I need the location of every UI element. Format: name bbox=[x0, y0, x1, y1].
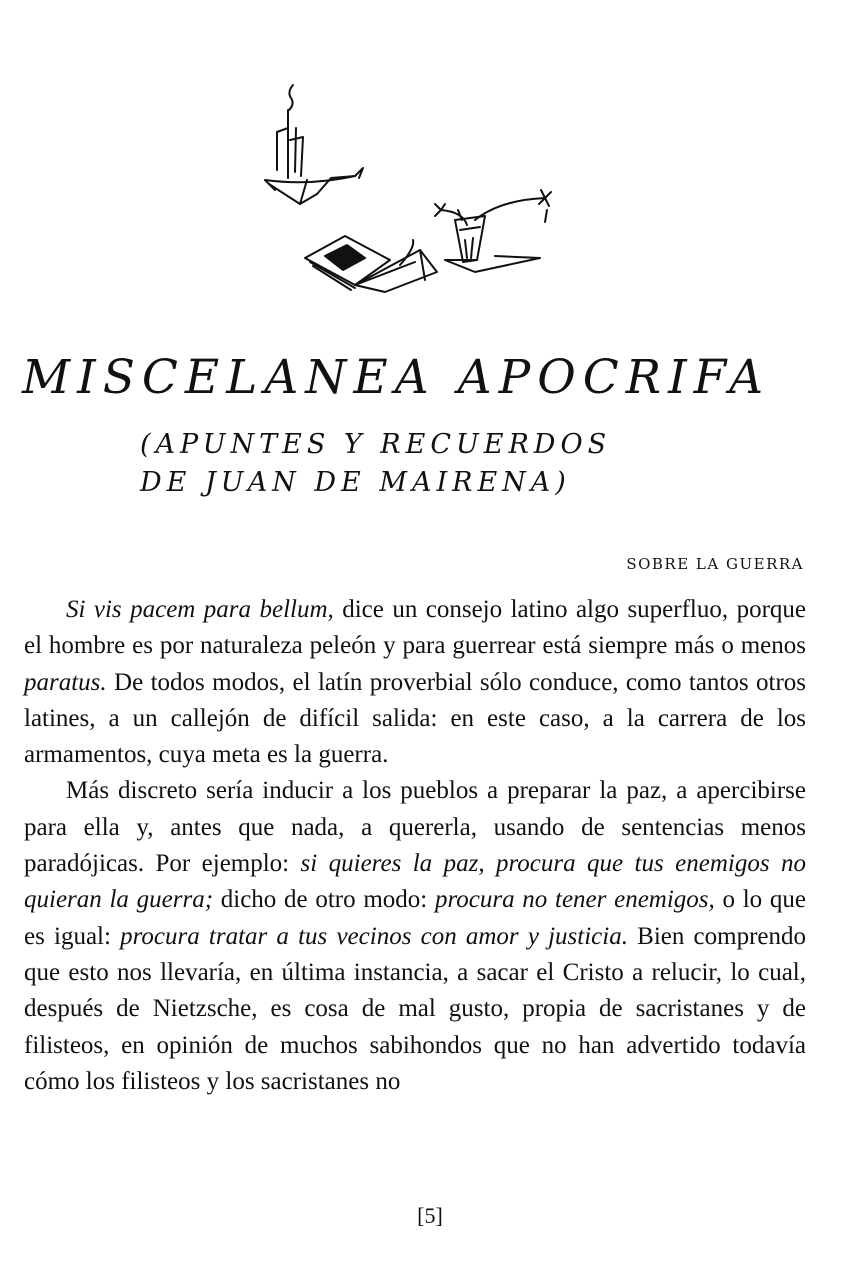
flower-glass-icon bbox=[435, 190, 551, 272]
text-run: De todos modos, el latín proverbial sólo conduce, como tantos otros latines, a un callejón de difícil salida: en este caso, a la carrera de los armamentos, cuya meta es la guerra. bbox=[24, 668, 806, 769]
chapter-subtitle bbox=[140, 426, 760, 502]
italic-phrase: procura tratar a tus vecinos con amor y justicia. bbox=[120, 922, 628, 950]
latin-proverb: Si vis pacem para bellum, bbox=[66, 596, 334, 623]
italic-phrase: si quieres la paz, procura que tus enemigos no quieran la guerra; bbox=[24, 850, 806, 914]
latin-word: paratus. bbox=[24, 668, 107, 696]
ink-sketch-illustration bbox=[255, 80, 565, 305]
paragraph-2 bbox=[24, 773, 806, 1100]
text-run: Bien comprendo que esto nos llevaría, en última instancia, a sacar el Cristo a relucir, lo cual, después de Nietzsche, es cosa de mal gusto, propia de sacristanes y de filisteos, en opinión de muchos sabihondos que no han advertido todavía cómo los filisteos y los sacristanes no bbox=[24, 922, 806, 1095]
paragraph-1 bbox=[24, 592, 806, 773]
text-run: Más discreto sería inducir a los pueblos a preparar la paz, a apercibirse para ella y, antes que nada, a quererla, usando de sentencias menos paradójicas. Por ejemplo: bbox=[24, 777, 806, 878]
section-heading: SOBRE LA GUERRA bbox=[626, 555, 804, 573]
text-run: o lo que es igual: bbox=[24, 886, 806, 950]
body-text bbox=[24, 592, 806, 1100]
chapter-title: MISCELANEA APOCRIFA bbox=[22, 350, 771, 405]
subtitle-line-1: (APUNTES Y RECUERDOS bbox=[140, 429, 612, 460]
italic-phrase: procura no tener enemigos, bbox=[434, 886, 715, 914]
paper-boat-icon bbox=[265, 85, 363, 204]
text-run: dicho de otro modo: bbox=[213, 886, 435, 914]
text-run: dice un consejo latino algo superfluo, porque el hombre es por naturaleza peleón y para guerrear está siempre más o menos bbox=[24, 596, 806, 660]
page-number: [5] bbox=[417, 1203, 443, 1228]
open-book-icon bbox=[305, 236, 437, 292]
subtitle-line-2: DE JUAN DE MAIRENA) bbox=[140, 467, 571, 498]
